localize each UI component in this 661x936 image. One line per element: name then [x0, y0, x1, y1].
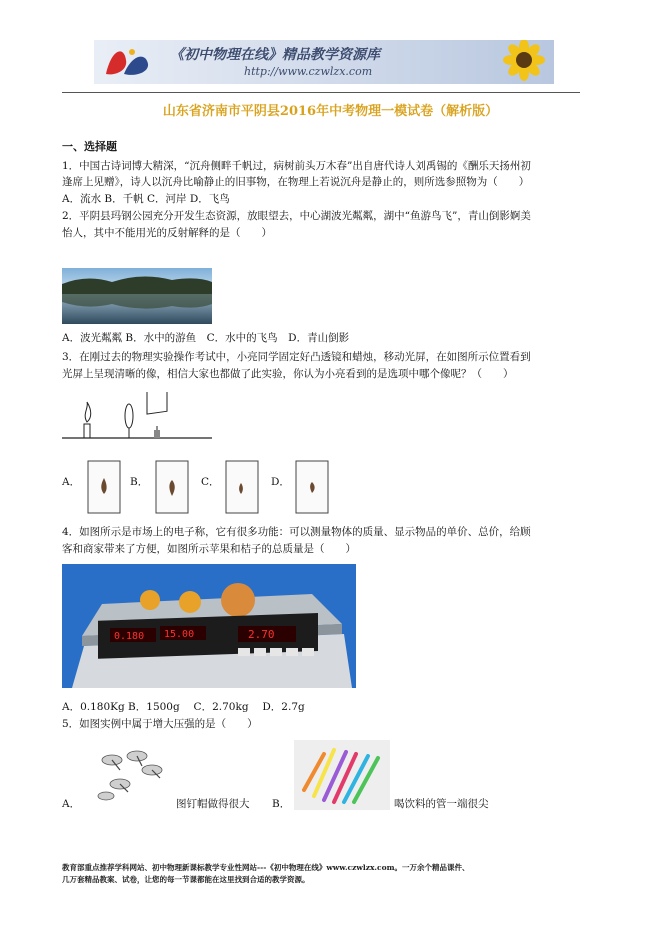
q3-option-b-image — [155, 460, 189, 514]
q3-option-c-image — [225, 460, 259, 514]
banner-url: http://www.czwlzx.com — [244, 65, 373, 78]
scale-display-weight: 0.180 — [114, 631, 145, 642]
q1-options: A．流水 B．千帆 C．河岸 D．飞鸟 — [62, 193, 230, 205]
scale-display-total: 2.70 — [248, 628, 275, 641]
header-divider — [62, 92, 580, 93]
page-footer — [62, 862, 592, 886]
q2-text-line2: 怡人，其中不能用光的反射解释的是（ ） — [62, 227, 272, 239]
electronic-scale-photo — [62, 564, 356, 688]
banner-title: 《初中物理在线》精品教学资源库 — [170, 47, 380, 63]
q3-option-d-label: D． — [271, 476, 290, 488]
q4-text-line2: 客和商家带来了方便，如图所示苹果和桔子的总质量是（ ） — [62, 543, 356, 555]
lens-experiment-diagram — [62, 392, 212, 444]
q4-options: A．0.180Kg B．1500g C．2.70kg D．2.7g — [62, 701, 305, 713]
q5-option-b-text: 喝饮料的管一端很尖 — [394, 798, 489, 810]
site-banner — [94, 40, 554, 84]
section-heading: 一、选择题 — [62, 140, 117, 153]
lake-photo — [62, 268, 212, 324]
q3-option-a-label: A． — [62, 476, 81, 488]
q1-text-line1: 1．中国古诗词博大精深，“沉舟侧畔千帆过，病树前头万木春”出自唐代诗人刘禹锡的《酬乐天扬州初 — [62, 160, 531, 172]
q3-text-line1: 3．在刚过去的物理实验操作考试中，小亮同学固定好凸透镜和蜡烛，移动光屏，在如图所示位置看到 — [62, 351, 531, 363]
q5-option-b-label: B． — [272, 798, 291, 810]
q3-text-line2: 光屏上呈现清晰的像，相信大家也都做了此实验，你认为小亮看到的是选项中哪个像呢？（ ） — [62, 368, 514, 380]
q3-option-c-label: C． — [201, 476, 220, 488]
thumbtacks-photo — [92, 740, 172, 806]
q3-option-b-label: B． — [130, 476, 149, 488]
scale-display-unit-price: 15.00 — [164, 629, 195, 640]
q4-text-line1: 4．如图所示是市场上的电子称，它有很多功能：可以测量物体的质量、显示物品的单价、总价，给顾 — [62, 526, 531, 538]
sunflower-icon — [494, 40, 554, 84]
site-logo-icon — [102, 44, 160, 80]
q5-text: 5．如图实例中属于增大压强的是（ ） — [62, 718, 258, 730]
q2-options: A．波光粼粼 B．水中的游鱼 C．水中的飞鸟 D．青山倒影 — [62, 332, 350, 344]
q5-option-a-text: 图钉帽做得很大 — [176, 798, 250, 810]
q3-option-a-image — [87, 460, 121, 514]
footer-line2: 几万套精品教案、试卷，让您的每一节课都能在这里找到合适的教学资源。 — [62, 875, 310, 884]
document-title: 山东省济南市平阴县2016年中考物理一模试卷（解析版） — [162, 104, 499, 119]
q5-option-a-label: A． — [62, 798, 81, 810]
q2-text-line1: 2．平阴县玛钢公园充分开发生态资源，放眼望去，中心湖波光粼粼，湖中“鱼游鸟飞”，青山倒影婀美 — [62, 210, 531, 222]
drinking-straws-photo — [294, 740, 390, 810]
footer-line1: 教育部重点推荐学科网站、初中物理新课标教学专业性网站---《初中物理在线》www.czwlzx.com。一万余个精品课件、 — [62, 863, 470, 872]
q1-text-line2: 逢席上见赠》，诗人以沉舟比喻静止的旧事物，在物理上若说沉舟是静止的，则所选参照物为（ ） — [62, 176, 530, 188]
q3-option-d-image — [295, 460, 329, 514]
